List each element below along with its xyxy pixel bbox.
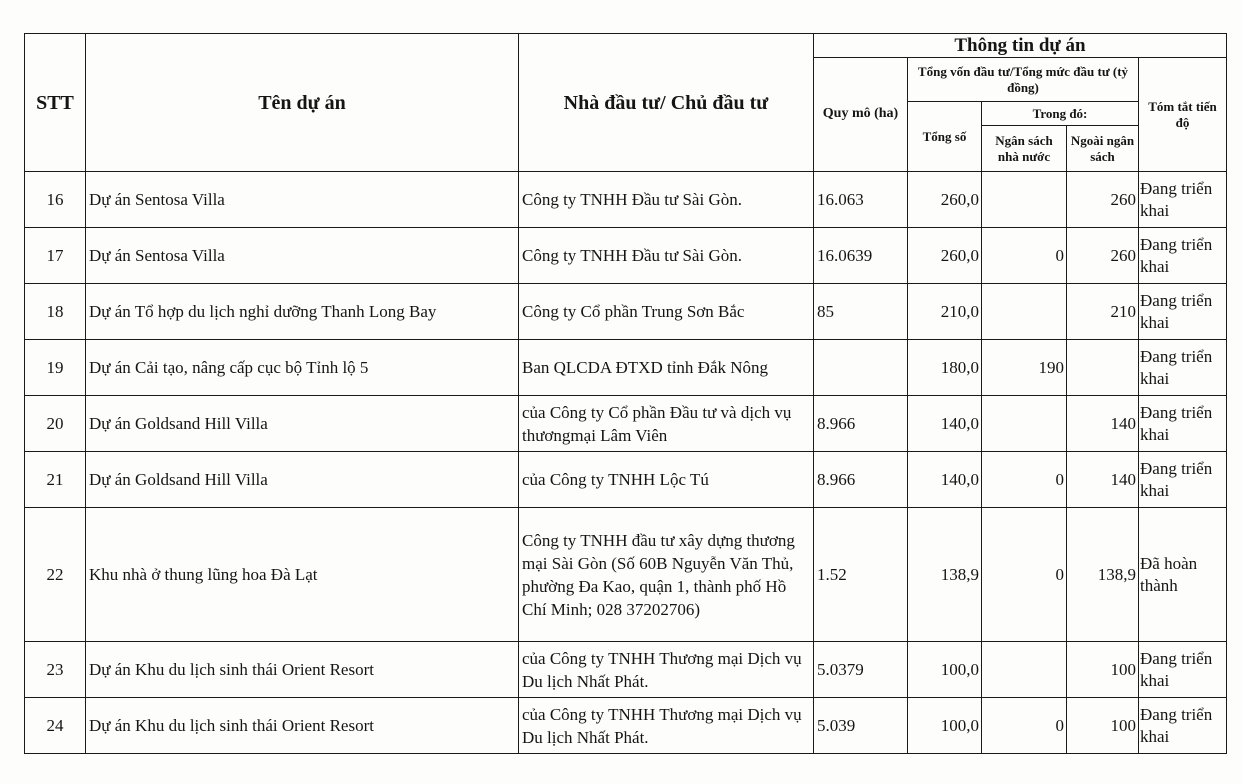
cell-total: 260,0 [908,172,982,228]
cell-investor: của Công ty TNHH Lộc Tú [519,452,814,508]
header-project-name: Tên dự án [86,34,519,172]
cell-project-name: Dự án Goldsand Hill Villa [86,452,519,508]
cell-total: 138,9 [908,508,982,642]
cell-project-name: Khu nhà ở thung lũng hoa Đà Lạt [86,508,519,642]
table-row [25,508,1227,642]
table-row [25,340,1227,396]
cell-non-state-budget [1067,340,1139,396]
table-row [25,396,1227,452]
header-including: Trong đó: [982,102,1139,126]
cell-investor: của Công ty TNHH Thương mại Dịch vụ Du lịch Nhất Phát. [519,642,814,698]
cell-stt: 24 [25,698,86,754]
cell-progress: Đang triển khai [1139,340,1227,396]
cell-scale [814,340,908,396]
cell-stt: 16 [25,172,86,228]
header-non-state-budget: Ngoài ngân sách [1067,126,1139,172]
cell-stt: 22 [25,508,86,642]
cell-project-name: Dự án Goldsand Hill Villa [86,396,519,452]
cell-project-name: Dự án Tổ hợp du lịch nghỉ dưỡng Thanh Long Bay [86,284,519,340]
cell-total: 140,0 [908,452,982,508]
cell-investor: của Công ty TNHH Thương mại Dịch vụ Du lịch Nhất Phát. [519,698,814,754]
table-row [25,284,1227,340]
project-table [24,33,1227,754]
cell-non-state-budget: 260 [1067,172,1139,228]
cell-state-budget [982,396,1067,452]
cell-scale: 16.063 [814,172,908,228]
header-state-budget: Ngân sách nhà nước [982,126,1067,172]
cell-stt: 21 [25,452,86,508]
cell-non-state-budget: 260 [1067,228,1139,284]
cell-progress: Đang triển khai [1139,698,1227,754]
table-row [25,698,1227,754]
cell-progress: Đang triển khai [1139,228,1227,284]
cell-progress: Đang triển khai [1139,284,1227,340]
cell-scale: 85 [814,284,908,340]
cell-state-budget: 190 [982,340,1067,396]
cell-investor: Công ty TNHH đầu tư xây dựng thương mại Sài Gòn (Số 60B Nguyễn Văn Thủ, phường Đa Kao, quận 1, thành phố Hồ Chí Minh; 028 37202706) [519,508,814,642]
cell-progress: Đã hoàn thành [1139,508,1227,642]
cell-stt: 19 [25,340,86,396]
cell-scale: 5.0379 [814,642,908,698]
cell-state-budget: 0 [982,698,1067,754]
cell-state-budget: 0 [982,228,1067,284]
cell-project-name: Dự án Sentosa Villa [86,172,519,228]
cell-total: 100,0 [908,642,982,698]
cell-progress: Đang triển khai [1139,642,1227,698]
cell-progress: Đang triển khai [1139,452,1227,508]
cell-project-name: Dự án Sentosa Villa [86,228,519,284]
cell-stt: 20 [25,396,86,452]
cell-stt: 17 [25,228,86,284]
cell-project-name: Dự án Khu du lịch sinh thái Orient Resort [86,642,519,698]
cell-state-budget: 0 [982,508,1067,642]
cell-state-budget [982,172,1067,228]
cell-stt: 18 [25,284,86,340]
cell-state-budget [982,642,1067,698]
table-row [25,642,1227,698]
header-scale: Quy mô (ha) [814,58,908,172]
table-row [25,172,1227,228]
cell-non-state-budget: 100 [1067,698,1139,754]
table-body [25,172,1227,754]
cell-total: 100,0 [908,698,982,754]
cell-progress: Đang triển khai [1139,396,1227,452]
header-total: Tổng số [908,102,982,172]
cell-investor: Công ty Cổ phần Trung Sơn Bắc [519,284,814,340]
header-project-info: Thông tin dự án [814,34,1227,58]
document-page [24,33,1227,754]
cell-progress: Đang triển khai [1139,172,1227,228]
cell-scale: 16.0639 [814,228,908,284]
cell-investor: Ban QLCDA ĐTXD tỉnh Đắk Nông [519,340,814,396]
table-row [25,452,1227,508]
header-stt: STT [25,34,86,172]
cell-investor: Công ty TNHH Đầu tư Sài Gòn. [519,172,814,228]
cell-stt: 23 [25,642,86,698]
cell-non-state-budget: 138,9 [1067,508,1139,642]
cell-non-state-budget: 140 [1067,396,1139,452]
table-header [25,34,1227,172]
header-investor: Nhà đầu tư/ Chủ đầu tư [519,34,814,172]
cell-total: 210,0 [908,284,982,340]
cell-non-state-budget: 100 [1067,642,1139,698]
cell-non-state-budget: 210 [1067,284,1139,340]
table-row [25,228,1227,284]
cell-scale: 8.966 [814,396,908,452]
header-progress-summary: Tóm tắt tiến độ [1139,58,1227,172]
cell-project-name: Dự án Cải tạo, nâng cấp cục bộ Tỉnh lộ 5 [86,340,519,396]
header-total-capital: Tổng vốn đầu tư/Tổng mức đầu tư (tỷ đồng) [908,58,1139,102]
cell-total: 180,0 [908,340,982,396]
cell-total: 140,0 [908,396,982,452]
cell-state-budget: 0 [982,452,1067,508]
cell-project-name: Dự án Khu du lịch sinh thái Orient Resort [86,698,519,754]
cell-total: 260,0 [908,228,982,284]
cell-scale: 1.52 [814,508,908,642]
cell-investor: của Công ty Cổ phần Đầu tư và dịch vụ thươngmại Lâm Viên [519,396,814,452]
cell-investor: Công ty TNHH Đầu tư Sài Gòn. [519,228,814,284]
cell-scale: 5.039 [814,698,908,754]
cell-state-budget [982,284,1067,340]
cell-scale: 8.966 [814,452,908,508]
cell-non-state-budget: 140 [1067,452,1139,508]
